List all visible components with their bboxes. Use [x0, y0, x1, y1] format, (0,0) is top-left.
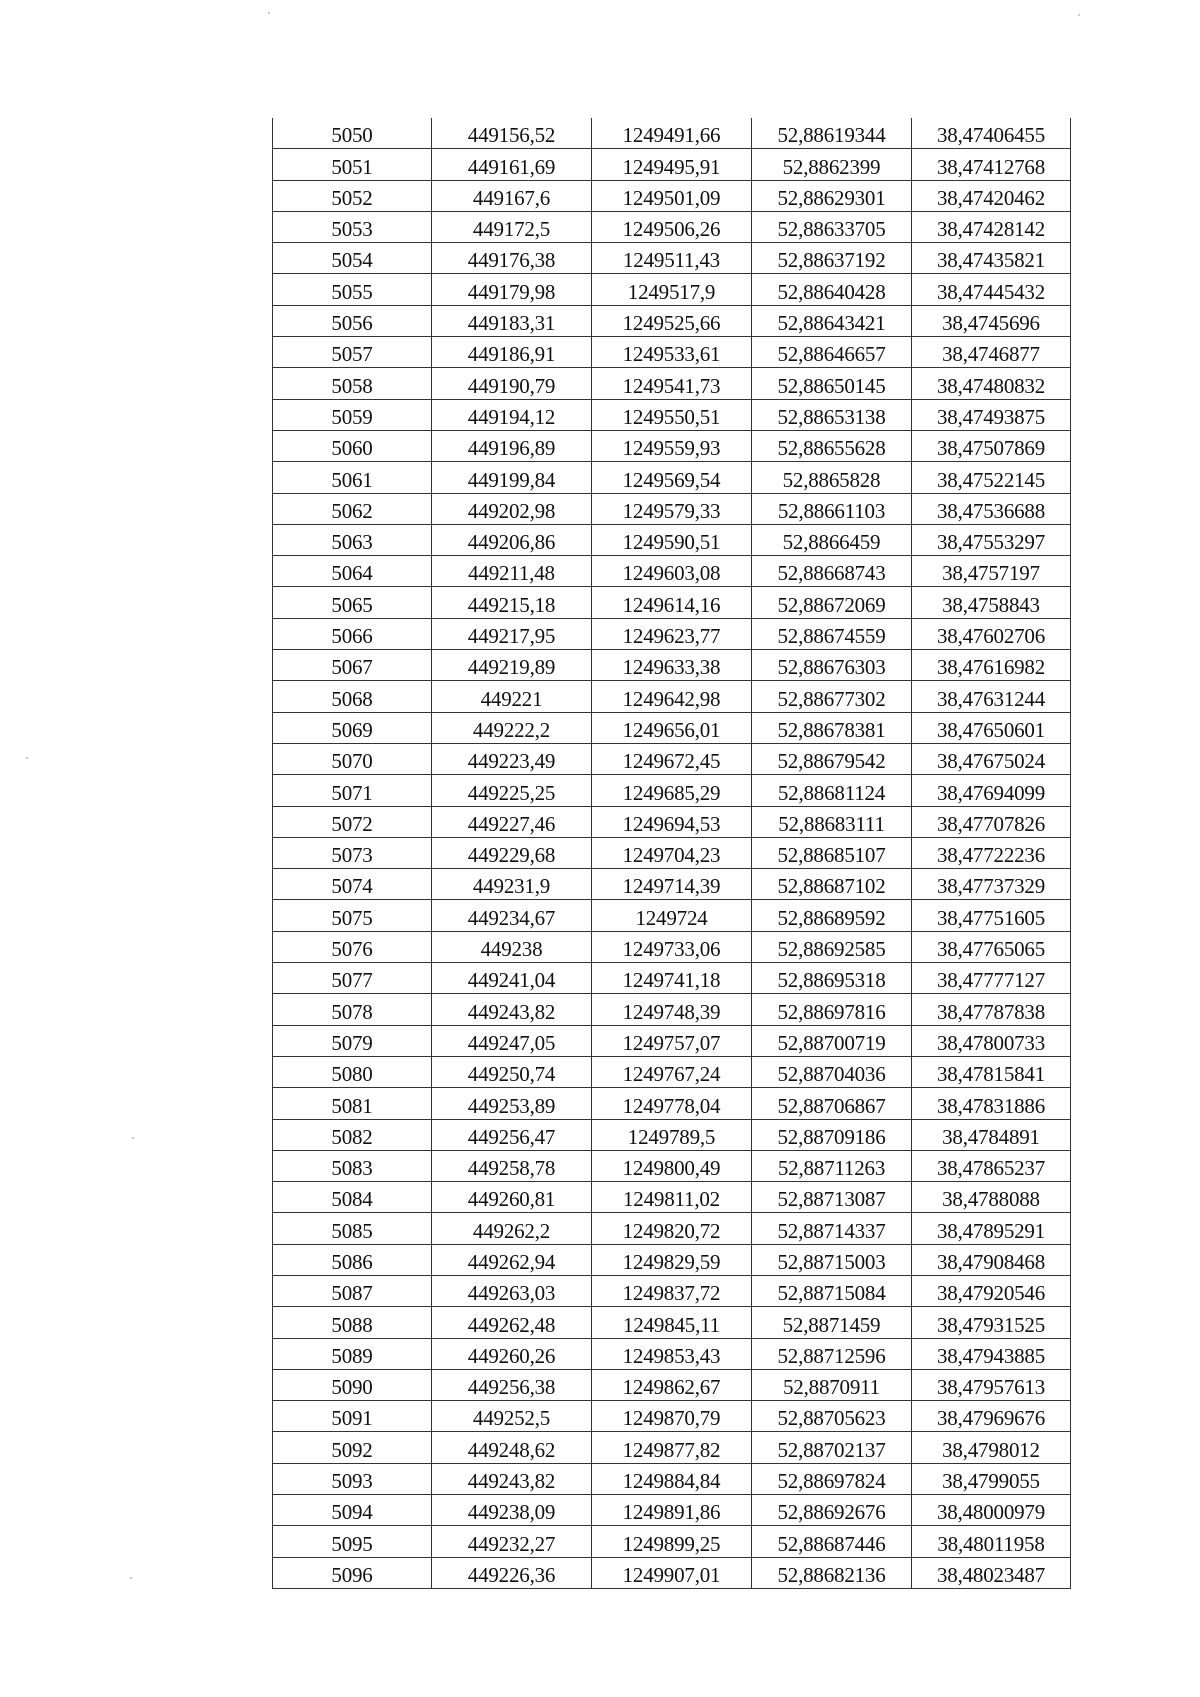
table-row	[273, 806, 1071, 837]
x-coordinate-cell: 449202,98	[432, 493, 592, 524]
x-coordinate-cell: 449190,79	[432, 368, 592, 399]
latitude-cell: 52,88689592	[752, 900, 912, 931]
x-coordinate-cell: 449225,25	[432, 775, 592, 806]
point-number-cell: 5059	[273, 399, 432, 430]
point-number-cell: 5095	[273, 1526, 432, 1557]
y-coordinate-cell: 1249614,16	[592, 587, 752, 618]
y-coordinate-cell: 1249870,79	[592, 1401, 752, 1432]
y-coordinate-cell: 1249891,86	[592, 1495, 752, 1526]
longitude-cell: 38,4745696	[912, 305, 1071, 336]
table-row	[273, 1244, 1071, 1275]
y-coordinate-cell: 1249704,23	[592, 837, 752, 868]
latitude-cell: 52,88715084	[752, 1275, 912, 1306]
x-coordinate-cell: 449234,67	[432, 900, 592, 931]
table-row	[273, 493, 1071, 524]
point-number-cell: 5083	[273, 1150, 432, 1181]
latitude-cell: 52,88700719	[752, 1025, 912, 1056]
point-number-cell: 5082	[273, 1119, 432, 1150]
longitude-cell: 38,47920546	[912, 1275, 1071, 1306]
latitude-cell: 52,8870911	[752, 1369, 912, 1400]
point-number-cell: 5064	[273, 556, 432, 587]
y-coordinate-cell: 1249778,04	[592, 1088, 752, 1119]
longitude-cell: 38,47787838	[912, 994, 1071, 1025]
y-coordinate-cell: 1249837,72	[592, 1275, 752, 1306]
point-number-cell: 5085	[273, 1213, 432, 1244]
table-row	[273, 1182, 1071, 1213]
latitude-cell: 52,88715003	[752, 1244, 912, 1275]
longitude-cell: 38,47722236	[912, 837, 1071, 868]
scan-speck	[268, 12, 270, 14]
latitude-cell: 52,8865828	[752, 462, 912, 493]
longitude-cell: 38,47957613	[912, 1369, 1071, 1400]
longitude-cell: 38,48023487	[912, 1557, 1071, 1588]
table-row	[273, 587, 1071, 618]
x-coordinate-cell: 449243,82	[432, 1463, 592, 1494]
latitude-cell: 52,88672069	[752, 587, 912, 618]
x-coordinate-cell: 449183,31	[432, 305, 592, 336]
point-number-cell: 5076	[273, 931, 432, 962]
y-coordinate-cell: 1249642,98	[592, 681, 752, 712]
y-coordinate-cell: 1249741,18	[592, 963, 752, 994]
latitude-cell: 52,88676303	[752, 650, 912, 681]
longitude-cell: 38,4758843	[912, 587, 1071, 618]
y-coordinate-cell: 1249820,72	[592, 1213, 752, 1244]
table-row	[273, 837, 1071, 868]
table-row	[273, 1432, 1071, 1463]
table-row	[273, 1526, 1071, 1557]
latitude-cell: 52,88711263	[752, 1150, 912, 1181]
table-row	[273, 1307, 1071, 1338]
y-coordinate-cell: 1249569,54	[592, 462, 752, 493]
longitude-cell: 38,47777127	[912, 963, 1071, 994]
longitude-cell: 38,47943885	[912, 1338, 1071, 1369]
latitude-cell: 52,88633705	[752, 211, 912, 242]
y-coordinate-cell: 1249511,43	[592, 243, 752, 274]
table-row	[273, 1463, 1071, 1494]
longitude-cell: 38,47536688	[912, 493, 1071, 524]
table-row	[273, 650, 1071, 681]
y-coordinate-cell: 1249579,33	[592, 493, 752, 524]
table-row	[273, 1088, 1071, 1119]
longitude-cell: 38,47675024	[912, 743, 1071, 774]
x-coordinate-cell: 449167,6	[432, 180, 592, 211]
table-row	[273, 211, 1071, 242]
y-coordinate-cell: 1249495,91	[592, 149, 752, 180]
longitude-cell: 38,47969676	[912, 1401, 1071, 1432]
x-coordinate-cell: 449256,38	[432, 1369, 592, 1400]
y-coordinate-cell: 1249559,93	[592, 430, 752, 461]
table-row	[273, 524, 1071, 555]
latitude-cell: 52,88685107	[752, 837, 912, 868]
table-row	[273, 1213, 1071, 1244]
table-row	[273, 305, 1071, 336]
latitude-cell: 52,88619344	[752, 118, 912, 149]
longitude-cell: 38,4798012	[912, 1432, 1071, 1463]
y-coordinate-cell: 1249714,39	[592, 869, 752, 900]
x-coordinate-cell: 449252,5	[432, 1401, 592, 1432]
longitude-cell: 38,47420462	[912, 180, 1071, 211]
y-coordinate-cell: 1249603,08	[592, 556, 752, 587]
y-coordinate-cell: 1249789,5	[592, 1119, 752, 1150]
longitude-cell: 38,47493875	[912, 399, 1071, 430]
longitude-cell: 38,47507869	[912, 430, 1071, 461]
latitude-cell: 52,88640428	[752, 274, 912, 305]
point-number-cell: 5073	[273, 837, 432, 868]
y-coordinate-cell: 1249525,66	[592, 305, 752, 336]
table-row	[273, 337, 1071, 368]
point-number-cell: 5053	[273, 211, 432, 242]
y-coordinate-cell: 1249733,06	[592, 931, 752, 962]
latitude-cell: 52,88677302	[752, 681, 912, 712]
x-coordinate-cell: 449256,47	[432, 1119, 592, 1150]
x-coordinate-cell: 449227,46	[432, 806, 592, 837]
table-row	[273, 180, 1071, 211]
y-coordinate-cell: 1249550,51	[592, 399, 752, 430]
point-number-cell: 5077	[273, 963, 432, 994]
y-coordinate-cell: 1249757,07	[592, 1025, 752, 1056]
x-coordinate-cell: 449194,12	[432, 399, 592, 430]
latitude-cell: 52,8866459	[752, 524, 912, 555]
latitude-cell: 52,88683111	[752, 806, 912, 837]
longitude-cell: 38,47931525	[912, 1307, 1071, 1338]
latitude-cell: 52,88695318	[752, 963, 912, 994]
x-coordinate-cell: 449221	[432, 681, 592, 712]
latitude-cell: 52,88653138	[752, 399, 912, 430]
x-coordinate-cell: 449186,91	[432, 337, 592, 368]
y-coordinate-cell: 1249811,02	[592, 1182, 752, 1213]
longitude-cell: 38,47445432	[912, 274, 1071, 305]
latitude-cell: 52,88643421	[752, 305, 912, 336]
point-number-cell: 5063	[273, 524, 432, 555]
latitude-cell: 52,88712596	[752, 1338, 912, 1369]
point-number-cell: 5068	[273, 681, 432, 712]
table-row	[273, 274, 1071, 305]
x-coordinate-cell: 449262,2	[432, 1213, 592, 1244]
x-coordinate-cell: 449258,78	[432, 1150, 592, 1181]
x-coordinate-cell: 449238,09	[432, 1495, 592, 1526]
table-row	[273, 430, 1071, 461]
longitude-cell: 38,4746877	[912, 337, 1071, 368]
table-row	[273, 462, 1071, 493]
table-row	[273, 399, 1071, 430]
latitude-cell: 52,88678381	[752, 712, 912, 743]
table-row	[273, 743, 1071, 774]
x-coordinate-cell: 449217,95	[432, 618, 592, 649]
x-coordinate-cell: 449241,04	[432, 963, 592, 994]
table-row	[273, 712, 1071, 743]
y-coordinate-cell: 1249590,51	[592, 524, 752, 555]
x-coordinate-cell: 449211,48	[432, 556, 592, 587]
latitude-cell: 52,88668743	[752, 556, 912, 587]
latitude-cell: 52,88681124	[752, 775, 912, 806]
x-coordinate-cell: 449226,36	[432, 1557, 592, 1588]
point-number-cell: 5075	[273, 900, 432, 931]
table-row	[273, 368, 1071, 399]
x-coordinate-cell: 449219,89	[432, 650, 592, 681]
table-row	[273, 556, 1071, 587]
point-number-cell: 5086	[273, 1244, 432, 1275]
point-number-cell: 5087	[273, 1275, 432, 1306]
longitude-cell: 38,47522145	[912, 462, 1071, 493]
longitude-cell: 38,47602706	[912, 618, 1071, 649]
x-coordinate-cell: 449179,98	[432, 274, 592, 305]
point-number-cell: 5094	[273, 1495, 432, 1526]
point-number-cell: 5091	[273, 1401, 432, 1432]
y-coordinate-cell: 1249724	[592, 900, 752, 931]
x-coordinate-cell: 449243,82	[432, 994, 592, 1025]
longitude-cell: 38,48011958	[912, 1526, 1071, 1557]
longitude-cell: 38,47737329	[912, 869, 1071, 900]
table-row	[273, 775, 1071, 806]
x-coordinate-cell: 449250,74	[432, 1056, 592, 1087]
table-row	[273, 118, 1071, 149]
table-row	[273, 1495, 1071, 1526]
coordinates-table-container	[272, 118, 1070, 1589]
point-number-cell: 5072	[273, 806, 432, 837]
longitude-cell: 38,47650601	[912, 712, 1071, 743]
table-row	[273, 900, 1071, 931]
latitude-cell: 52,88714337	[752, 1213, 912, 1244]
x-coordinate-cell: 449196,89	[432, 430, 592, 461]
table-row	[273, 149, 1071, 180]
coordinates-table-body	[273, 118, 1071, 1588]
latitude-cell: 52,8871459	[752, 1307, 912, 1338]
longitude-cell: 38,47616982	[912, 650, 1071, 681]
y-coordinate-cell: 1249623,77	[592, 618, 752, 649]
y-coordinate-cell: 1249907,01	[592, 1557, 752, 1588]
latitude-cell: 52,88709186	[752, 1119, 912, 1150]
y-coordinate-cell: 1249767,24	[592, 1056, 752, 1087]
latitude-cell: 52,88704036	[752, 1056, 912, 1087]
y-coordinate-cell: 1249800,49	[592, 1150, 752, 1181]
latitude-cell: 52,88706867	[752, 1088, 912, 1119]
latitude-cell: 52,88650145	[752, 368, 912, 399]
latitude-cell: 52,88674559	[752, 618, 912, 649]
table-row	[273, 1275, 1071, 1306]
point-number-cell: 5069	[273, 712, 432, 743]
longitude-cell: 38,47765065	[912, 931, 1071, 962]
longitude-cell: 38,47865237	[912, 1150, 1071, 1181]
x-coordinate-cell: 449232,27	[432, 1526, 592, 1557]
longitude-cell: 38,47428142	[912, 211, 1071, 242]
scan-speck	[132, 1137, 134, 1139]
y-coordinate-cell: 1249694,53	[592, 806, 752, 837]
table-row	[273, 243, 1071, 274]
point-number-cell: 5051	[273, 149, 432, 180]
longitude-cell: 38,47694099	[912, 775, 1071, 806]
point-number-cell: 5054	[273, 243, 432, 274]
x-coordinate-cell: 449262,94	[432, 1244, 592, 1275]
y-coordinate-cell: 1249862,67	[592, 1369, 752, 1400]
point-number-cell: 5079	[273, 1025, 432, 1056]
y-coordinate-cell: 1249491,66	[592, 118, 752, 149]
latitude-cell: 52,88661103	[752, 493, 912, 524]
latitude-cell: 52,88682136	[752, 1557, 912, 1588]
point-number-cell: 5055	[273, 274, 432, 305]
x-coordinate-cell: 449260,26	[432, 1338, 592, 1369]
table-row	[273, 1338, 1071, 1369]
x-coordinate-cell: 449260,81	[432, 1182, 592, 1213]
longitude-cell: 38,47553297	[912, 524, 1071, 555]
y-coordinate-cell: 1249899,25	[592, 1526, 752, 1557]
x-coordinate-cell: 449223,49	[432, 743, 592, 774]
y-coordinate-cell: 1249672,45	[592, 743, 752, 774]
table-row	[273, 869, 1071, 900]
point-number-cell: 5058	[273, 368, 432, 399]
latitude-cell: 52,88629301	[752, 180, 912, 211]
point-number-cell: 5066	[273, 618, 432, 649]
point-number-cell: 5060	[273, 430, 432, 461]
scan-speck	[130, 1577, 132, 1579]
latitude-cell: 52,88692676	[752, 1495, 912, 1526]
latitude-cell: 52,88702137	[752, 1432, 912, 1463]
x-coordinate-cell: 449262,48	[432, 1307, 592, 1338]
point-number-cell: 5067	[273, 650, 432, 681]
latitude-cell: 52,88646657	[752, 337, 912, 368]
y-coordinate-cell: 1249501,09	[592, 180, 752, 211]
x-coordinate-cell: 449161,69	[432, 149, 592, 180]
latitude-cell: 52,88713087	[752, 1182, 912, 1213]
x-coordinate-cell: 449238	[432, 931, 592, 962]
longitude-cell: 38,47831886	[912, 1088, 1071, 1119]
scan-speck	[1078, 14, 1080, 16]
point-number-cell: 5088	[273, 1307, 432, 1338]
y-coordinate-cell: 1249884,84	[592, 1463, 752, 1494]
y-coordinate-cell: 1249633,38	[592, 650, 752, 681]
y-coordinate-cell: 1249533,61	[592, 337, 752, 368]
latitude-cell: 52,88687102	[752, 869, 912, 900]
point-number-cell: 5050	[273, 118, 432, 149]
longitude-cell: 38,47707826	[912, 806, 1071, 837]
longitude-cell: 38,47815841	[912, 1056, 1071, 1087]
latitude-cell: 52,88697824	[752, 1463, 912, 1494]
x-coordinate-cell: 449172,5	[432, 211, 592, 242]
table-row	[273, 1369, 1071, 1400]
longitude-cell: 38,47480832	[912, 368, 1071, 399]
x-coordinate-cell: 449215,18	[432, 587, 592, 618]
longitude-cell: 38,47412768	[912, 149, 1071, 180]
point-number-cell: 5052	[273, 180, 432, 211]
y-coordinate-cell: 1249845,11	[592, 1307, 752, 1338]
table-row	[273, 1557, 1071, 1588]
y-coordinate-cell: 1249853,43	[592, 1338, 752, 1369]
y-coordinate-cell: 1249517,9	[592, 274, 752, 305]
point-number-cell: 5056	[273, 305, 432, 336]
y-coordinate-cell: 1249877,82	[592, 1432, 752, 1463]
y-coordinate-cell: 1249541,73	[592, 368, 752, 399]
x-coordinate-cell: 449263,03	[432, 1275, 592, 1306]
table-row	[273, 618, 1071, 649]
x-coordinate-cell: 449229,68	[432, 837, 592, 868]
x-coordinate-cell: 449247,05	[432, 1025, 592, 1056]
point-number-cell: 5062	[273, 493, 432, 524]
latitude-cell: 52,88705623	[752, 1401, 912, 1432]
latitude-cell: 52,88637192	[752, 243, 912, 274]
y-coordinate-cell: 1249829,59	[592, 1244, 752, 1275]
point-number-cell: 5093	[273, 1463, 432, 1494]
x-coordinate-cell: 449199,84	[432, 462, 592, 493]
longitude-cell: 38,4799055	[912, 1463, 1071, 1494]
x-coordinate-cell: 449206,86	[432, 524, 592, 555]
y-coordinate-cell: 1249685,29	[592, 775, 752, 806]
x-coordinate-cell: 449176,38	[432, 243, 592, 274]
x-coordinate-cell: 449222,2	[432, 712, 592, 743]
latitude-cell: 52,88679542	[752, 743, 912, 774]
table-row	[273, 963, 1071, 994]
point-number-cell: 5096	[273, 1557, 432, 1588]
table-row	[273, 681, 1071, 712]
point-number-cell: 5081	[273, 1088, 432, 1119]
longitude-cell: 38,4757197	[912, 556, 1071, 587]
point-number-cell: 5071	[273, 775, 432, 806]
table-row	[273, 1119, 1071, 1150]
latitude-cell: 52,88697816	[752, 994, 912, 1025]
longitude-cell: 38,4784891	[912, 1119, 1071, 1150]
x-coordinate-cell: 449253,89	[432, 1088, 592, 1119]
longitude-cell: 38,47895291	[912, 1213, 1071, 1244]
point-number-cell: 5065	[273, 587, 432, 618]
longitude-cell: 38,47751605	[912, 900, 1071, 931]
table-row	[273, 931, 1071, 962]
latitude-cell: 52,88655628	[752, 430, 912, 461]
longitude-cell: 38,48000979	[912, 1495, 1071, 1526]
point-number-cell: 5084	[273, 1182, 432, 1213]
coordinates-table	[272, 118, 1071, 1589]
point-number-cell: 5080	[273, 1056, 432, 1087]
x-coordinate-cell: 449231,9	[432, 869, 592, 900]
y-coordinate-cell: 1249506,26	[592, 211, 752, 242]
latitude-cell: 52,8862399	[752, 149, 912, 180]
scan-speck	[26, 757, 28, 759]
point-number-cell: 5092	[273, 1432, 432, 1463]
point-number-cell: 5070	[273, 743, 432, 774]
longitude-cell: 38,47631244	[912, 681, 1071, 712]
table-row	[273, 1025, 1071, 1056]
longitude-cell: 38,4788088	[912, 1182, 1071, 1213]
longitude-cell: 38,47435821	[912, 243, 1071, 274]
latitude-cell: 52,88687446	[752, 1526, 912, 1557]
table-row	[273, 1056, 1071, 1087]
x-coordinate-cell: 449156,52	[432, 118, 592, 149]
table-row	[273, 1401, 1071, 1432]
longitude-cell: 38,47406455	[912, 118, 1071, 149]
longitude-cell: 38,47908468	[912, 1244, 1071, 1275]
point-number-cell: 5089	[273, 1338, 432, 1369]
y-coordinate-cell: 1249656,01	[592, 712, 752, 743]
point-number-cell: 5090	[273, 1369, 432, 1400]
y-coordinate-cell: 1249748,39	[592, 994, 752, 1025]
point-number-cell: 5057	[273, 337, 432, 368]
point-number-cell: 5078	[273, 994, 432, 1025]
point-number-cell: 5061	[273, 462, 432, 493]
point-number-cell: 5074	[273, 869, 432, 900]
longitude-cell: 38,47800733	[912, 1025, 1071, 1056]
table-row	[273, 994, 1071, 1025]
latitude-cell: 52,88692585	[752, 931, 912, 962]
table-row	[273, 1150, 1071, 1181]
x-coordinate-cell: 449248,62	[432, 1432, 592, 1463]
